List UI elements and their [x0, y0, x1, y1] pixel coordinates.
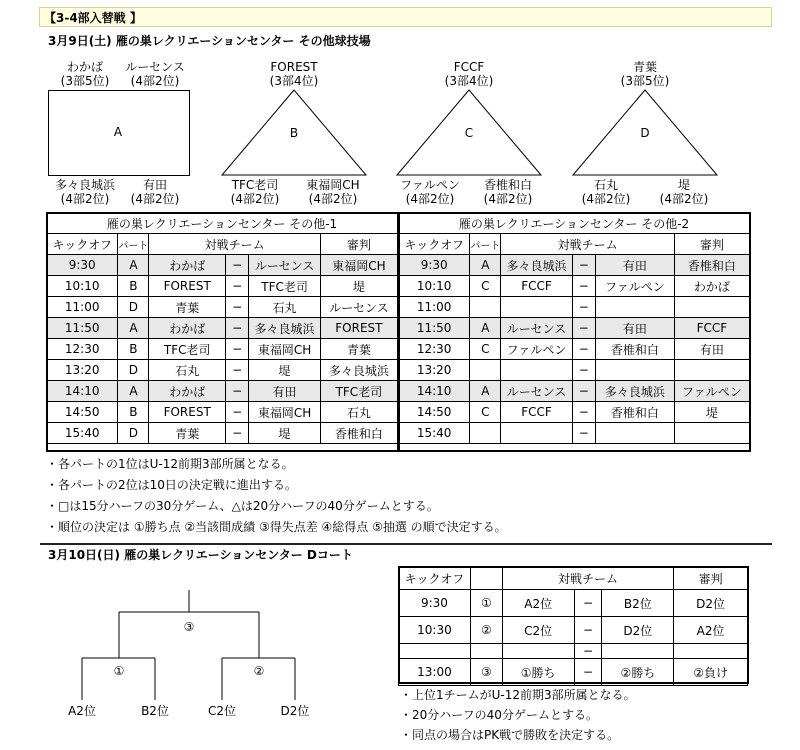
cell-time: 15:40	[399, 423, 470, 444]
day2-note-2: ・20分ハーフの40分ゲームとする。	[400, 708, 598, 722]
cell-ref: 香椎和白	[674, 255, 749, 276]
section-header: 【3-4部入替戦 】	[39, 7, 772, 27]
cell-part: D	[118, 297, 149, 318]
cell-sep: −	[225, 381, 248, 402]
cell-sep: −	[572, 360, 595, 381]
table-row	[47, 381, 398, 402]
group-a-bl-rank: (4部2位)	[60, 192, 110, 206]
cell-ref	[674, 360, 749, 381]
table-row	[47, 276, 398, 297]
cell-time: 12:30	[399, 339, 470, 360]
cell-ref: ルーセンス	[320, 297, 397, 318]
cell-home: TFC老司	[149, 339, 226, 360]
cell-ref: FCCF	[674, 318, 749, 339]
col-teams: 対戦チーム	[502, 567, 673, 590]
group-d-br-rank: (4部2位)	[659, 192, 709, 206]
col-kickoff: キックオフ	[399, 567, 471, 590]
group-d-top-rank: (3部5位)	[620, 74, 670, 88]
table-row	[399, 381, 750, 402]
cell-time: 13:20	[399, 360, 470, 381]
table-row	[47, 297, 398, 318]
note-3: ・□は15分ハーフの30分ゲーム、△は20分ハーフの40分ゲームとする。	[46, 499, 439, 513]
table-row	[399, 402, 750, 423]
cell-sep: −	[574, 617, 602, 644]
cell-time: 10:30	[399, 617, 471, 644]
table-row	[47, 339, 398, 360]
cell-ref: ②負け	[674, 659, 748, 686]
note-4: ・順位の決定は ①勝ち点 ②当該間成績 ③得失点差 ④総得点 ⑤抽選 の順で決定する。	[46, 520, 507, 534]
group-b-bl-rank: (4部2位)	[230, 192, 280, 206]
cell-sep: −	[574, 590, 602, 617]
cell-ref: ファルペン	[674, 381, 749, 402]
table-row	[47, 318, 398, 339]
cell-away: 香椎和白	[595, 339, 674, 360]
cell-part: D	[118, 423, 149, 444]
table-row	[399, 318, 750, 339]
cell-part: C	[470, 402, 501, 423]
cell-home: 石丸	[149, 360, 226, 381]
cell-time: 14:50	[399, 402, 470, 423]
cell-home: 青葉	[149, 297, 226, 318]
bracket-seed-d2: D2位	[280, 704, 310, 718]
cell-part: B	[118, 402, 149, 423]
cell-home: A2位	[502, 590, 574, 617]
cell-sep: −	[572, 381, 595, 402]
cell-away	[602, 644, 674, 659]
cell-ref: 青葉	[320, 339, 397, 360]
table-row	[47, 402, 398, 423]
table-row	[399, 617, 748, 644]
cell-home: FCCF	[501, 276, 572, 297]
note-1: ・各パートの1位はU-12前期3部所属となる。	[46, 457, 294, 471]
cell-sep: −	[225, 402, 248, 423]
cell-time: 11:50	[47, 318, 118, 339]
cell-sep: −	[572, 318, 595, 339]
table-row	[47, 423, 398, 444]
cell-time: 14:50	[47, 402, 118, 423]
col-teams: 対戦チーム	[149, 234, 320, 255]
cell-away: 東福岡CH	[249, 339, 320, 360]
bracket-seed-a2: A2位	[68, 704, 96, 718]
cell-part: A	[118, 255, 149, 276]
cell-home: ファルペン	[501, 339, 572, 360]
table-row	[399, 423, 750, 444]
cell-home: FCCF	[501, 402, 572, 423]
group-b-br-name: 東福岡CH	[306, 178, 360, 192]
cell-away: 堤	[249, 360, 320, 381]
cell-away: 東福岡CH	[249, 402, 320, 423]
cell-time: 11:00	[47, 297, 118, 318]
table-row	[399, 255, 750, 276]
col-referee: 審判	[320, 234, 397, 255]
cell-home: わかば	[149, 255, 226, 276]
tournament-bracket	[0, 540, 400, 750]
cell-part: C	[470, 339, 501, 360]
cell-sep: −	[574, 644, 602, 659]
group-b-bl-name: TFC老司	[231, 178, 279, 192]
cell-ref: TFC老司	[320, 381, 397, 402]
day2-note-3: ・同点の場合はPK戦で勝敗を決定する。	[400, 728, 620, 742]
cell-ref	[674, 423, 749, 444]
cell-away: 有田	[595, 255, 674, 276]
cell-part: D	[118, 360, 149, 381]
col-part: パート	[118, 234, 149, 255]
bracket-seed-c2: C2位	[207, 704, 236, 718]
cell-part: A	[118, 318, 149, 339]
cell-ref: 石丸	[320, 402, 397, 423]
cell-sep: −	[225, 423, 248, 444]
cell-part: A	[118, 381, 149, 402]
table-row	[399, 276, 750, 297]
cell-time: 10:10	[47, 276, 118, 297]
col-part: パート	[470, 234, 501, 255]
bracket-final-label: ③	[174, 620, 204, 634]
cell-part: A	[470, 381, 501, 402]
cell-home: FOREST	[149, 276, 226, 297]
cell-part	[470, 423, 501, 444]
group-b-label: B	[289, 126, 299, 140]
cell-ref: 堤	[674, 402, 749, 423]
cell-sep: −	[572, 339, 595, 360]
cell-sep: −	[225, 318, 248, 339]
cell-sep: −	[572, 423, 595, 444]
cell-away: 石丸	[249, 297, 320, 318]
col-referee: 審判	[674, 234, 749, 255]
cell-away: TFC老司	[249, 276, 320, 297]
cell-part: A	[470, 318, 501, 339]
group-a-tr-rank: (4部2位)	[130, 74, 180, 88]
bracket-seed-b2: B2位	[141, 704, 169, 718]
cell-away	[595, 423, 674, 444]
cell-away: ②勝ち	[602, 659, 674, 686]
group-a-tl-rank: (3部5位)	[60, 74, 110, 88]
col-kickoff: キックオフ	[399, 234, 470, 255]
cell-home	[502, 644, 574, 659]
cell-time: 13:00	[399, 659, 471, 686]
cell-away: 堤	[249, 423, 320, 444]
cell-time: 9:30	[47, 255, 118, 276]
group-c-bl-rank: (4部2位)	[405, 192, 455, 206]
cell-home	[501, 423, 572, 444]
group-d-br-name: 堤	[677, 178, 690, 192]
table-row	[399, 590, 748, 617]
cell-away: 多々良城浜	[249, 318, 320, 339]
table-row	[399, 360, 750, 381]
cell-home: 青葉	[149, 423, 226, 444]
cell-ref: 有田	[674, 339, 749, 360]
cell-home: わかば	[149, 381, 226, 402]
cell-home: わかば	[149, 318, 226, 339]
group-d-top-name: 青葉	[632, 60, 657, 74]
cell-part	[470, 360, 501, 381]
cell-home: 多々良城浜	[501, 255, 572, 276]
cell-sep: −	[572, 255, 595, 276]
cell-time	[399, 644, 471, 659]
cell-no	[470, 644, 502, 659]
cell-part: B	[118, 276, 149, 297]
group-a-br-name: 有田	[142, 178, 167, 192]
cell-home: ルーセンス	[501, 318, 572, 339]
group-a-tr-name: ルーセンス	[125, 60, 185, 74]
cell-ref: 香椎和白	[320, 423, 397, 444]
cell-time: 11:00	[399, 297, 470, 318]
col-kickoff: キックオフ	[47, 234, 118, 255]
table-title: 雁の巣レクリエーションセンター その他-1	[47, 213, 398, 234]
group-b-br-rank: (4部2位)	[308, 192, 358, 206]
group-c-br-rank: (4部2位)	[483, 192, 533, 206]
cell-away: D2位	[602, 617, 674, 644]
cell-part: B	[118, 339, 149, 360]
cell-sep: −	[225, 255, 248, 276]
table-row	[399, 297, 750, 318]
schedule-table-right	[398, 212, 750, 444]
cell-ref: FOREST	[320, 318, 397, 339]
table-row	[47, 360, 398, 381]
day2-title: 3月10日(日) 雁の巣レクリエーションセンター Dコート	[48, 548, 353, 562]
cell-away: ファルペン	[595, 276, 674, 297]
day1-title: 3月9日(土) 雁の巣レクリエーションセンター その他球技場	[48, 34, 371, 48]
cell-ref: D2位	[674, 590, 748, 617]
cell-time: 15:40	[47, 423, 118, 444]
cell-ref: A2位	[674, 617, 748, 644]
cell-part: C	[470, 276, 501, 297]
cell-away: 有田	[595, 318, 674, 339]
group-c-top-rank: (3部4位)	[444, 74, 494, 88]
cell-away: 有田	[249, 381, 320, 402]
cell-part: A	[470, 255, 501, 276]
cell-sep: −	[572, 276, 595, 297]
cell-home: FOREST	[149, 402, 226, 423]
bracket-semi1-label: ①	[104, 664, 134, 678]
cell-ref: 東福岡CH	[320, 255, 397, 276]
cell-away: 多々良城浜	[595, 381, 674, 402]
table-row	[399, 659, 748, 686]
cell-ref	[674, 644, 748, 659]
cell-away: B2位	[602, 590, 674, 617]
group-c-bl-name: ファルペン	[400, 178, 460, 192]
col-blank	[470, 567, 502, 590]
cell-sep: −	[225, 339, 248, 360]
group-d-bl-name: 石丸	[593, 178, 618, 192]
group-a-bl-name: 多々良城浜	[54, 178, 115, 192]
day2-note-1: ・上位1チームがU-12前期3部所属となる。	[400, 688, 636, 702]
schedule-table-left	[46, 212, 398, 444]
cell-time: 12:30	[47, 339, 118, 360]
group-d-bl-rank: (4部2位)	[581, 192, 631, 206]
cell-no: ②	[470, 617, 502, 644]
group-c-label: C	[464, 126, 474, 140]
cell-time: 9:30	[399, 255, 470, 276]
col-teams: 対戦チーム	[501, 234, 675, 255]
group-c-br-name: 香椎和白	[483, 178, 532, 192]
cell-part	[470, 297, 501, 318]
cell-sep: −	[225, 360, 248, 381]
cell-ref: わかば	[674, 276, 749, 297]
table-row	[399, 339, 750, 360]
cell-time: 11:50	[399, 318, 470, 339]
group-c-top-name: FCCF	[453, 60, 485, 74]
cell-sep: −	[574, 659, 602, 686]
cell-sep: −	[572, 402, 595, 423]
cell-no: ①	[470, 590, 502, 617]
cell-time: 13:20	[47, 360, 118, 381]
cell-home	[501, 297, 572, 318]
cell-sep: −	[225, 276, 248, 297]
cell-ref	[674, 297, 749, 318]
cell-away	[595, 297, 674, 318]
cell-home: C2位	[502, 617, 574, 644]
group-b-top-name: FOREST	[270, 60, 318, 74]
cell-home	[501, 360, 572, 381]
cell-ref: 堤	[320, 276, 397, 297]
group-a-tl-name: わかば	[66, 60, 103, 74]
cell-away: 香椎和白	[595, 402, 674, 423]
table-row	[47, 255, 398, 276]
cell-time: 10:10	[399, 276, 470, 297]
table-title: 雁の巣レクリエーションセンター その他-2	[399, 213, 750, 234]
col-referee: 審判	[674, 567, 748, 590]
cell-time: 9:30	[399, 590, 471, 617]
bracket-semi2-label: ②	[244, 664, 274, 678]
cell-sep: −	[572, 297, 595, 318]
group-a-br-rank: (4部2位)	[130, 192, 180, 206]
group-a-label: A	[113, 125, 123, 139]
cell-sep: −	[225, 297, 248, 318]
note-2: ・各パートの2位は10日の決定戦に進出する。	[46, 478, 297, 492]
cell-home: ルーセンス	[501, 381, 572, 402]
cell-time: 14:10	[47, 381, 118, 402]
cell-ref: 多々良城浜	[320, 360, 397, 381]
cell-home: ①勝ち	[502, 659, 574, 686]
group-d-label: D	[640, 126, 650, 140]
cell-away	[595, 360, 674, 381]
group-b-top-rank: (3部4位)	[269, 74, 319, 88]
table-row	[399, 644, 748, 659]
cell-time: 14:10	[399, 381, 470, 402]
cell-no: ③	[470, 659, 502, 686]
day2-schedule-table	[398, 566, 748, 686]
cell-away: ルーセンス	[249, 255, 320, 276]
